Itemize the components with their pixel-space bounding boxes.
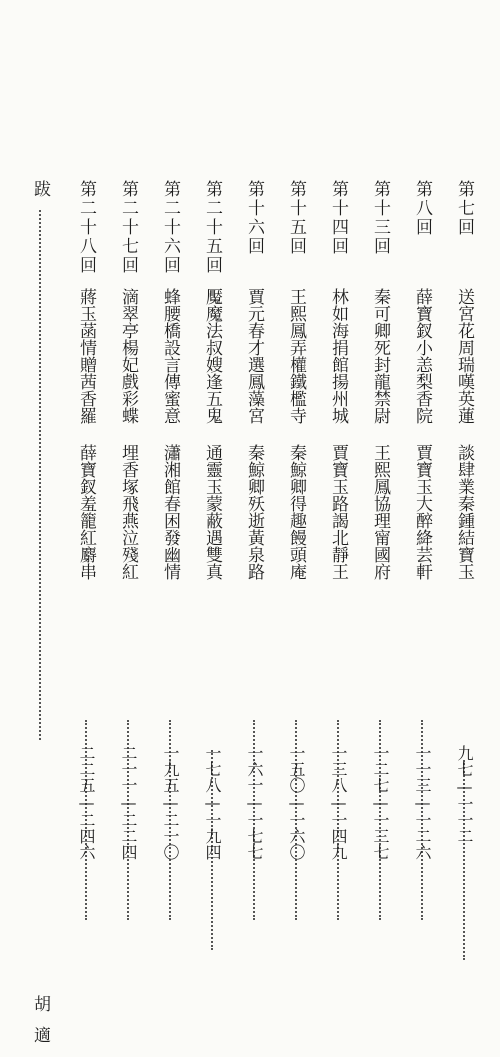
chapter-title: 送宮花周瑞嘆英蓮 談肆業秦鍾結寶玉 <box>454 288 474 580</box>
page-range: 一五〇—一六〇 <box>287 745 306 860</box>
toc-entry <box>452 180 476 880</box>
chapter-number: 第二十六回 <box>160 180 180 275</box>
page-range: 二一一—二二四 <box>119 745 138 860</box>
chapter-title: 蜂腰橋設言傳蜜意 瀟湘館春困發幽情 <box>160 288 180 580</box>
chapter-number: 第二十八回 <box>76 180 96 275</box>
chapter-title: 賈元春才選鳳藻宮 秦鯨卿殀逝黃泉路 <box>244 288 264 580</box>
page-range: 一一三—一二六 <box>413 745 432 860</box>
toc-entry <box>284 180 308 880</box>
chapter-number: 第二十五回 <box>202 180 222 275</box>
chapter-number: 第八回 <box>412 180 432 237</box>
chapter-title: 魘魔法叔嫂逢五鬼 通靈玉蒙蔽遇雙真 <box>202 288 222 580</box>
toc-entry <box>74 180 98 880</box>
chapter-number: 第十五回 <box>286 180 306 256</box>
chapter-number: 第十六回 <box>244 180 264 256</box>
chapter-title: 林如海捐館揚州城 賈寶玉路謁北靜王 <box>328 288 348 580</box>
toc-entry <box>116 180 140 880</box>
postscript-author: 胡適 <box>30 995 50 1057</box>
chapter-title: 王熙鳳弄權鐵檻寺 秦鯨卿得趣饅頭庵 <box>286 288 306 580</box>
toc-entry <box>326 180 350 880</box>
dot-leader <box>39 210 41 740</box>
toc-entry <box>200 180 224 880</box>
chapter-number: 第二十七回 <box>118 180 138 275</box>
page-range: 一七八—一九四 <box>203 745 222 860</box>
postscript-label: 跋 <box>30 180 50 199</box>
chapter-title: 秦可卿死封龍禁尉 王熙鳳協理甯國府 <box>370 288 390 580</box>
page-range: 一二七—一三七 <box>371 745 390 860</box>
chapter-number: 第十三回 <box>370 180 390 256</box>
page-range: 一九五—二一〇 <box>161 745 180 860</box>
page-range: 二二五—二四六 <box>77 745 96 860</box>
page-range: 九七—一一二 <box>455 745 474 844</box>
chapter-number: 第七回 <box>454 180 474 237</box>
toc-entry <box>158 180 182 880</box>
toc-entry <box>368 180 392 880</box>
toc-entry <box>410 180 434 880</box>
postscript-entry <box>28 180 52 1057</box>
chapter-title: 薛寶釵小恙梨香院 賈寶玉大醉絳芸軒 <box>412 288 432 580</box>
page-range: 一六一—一七七 <box>245 745 264 860</box>
chapter-number: 第十四回 <box>328 180 348 256</box>
chapter-title: 滴翠亭楊妃戲彩蝶 埋香塚飛燕泣殘紅 <box>118 288 138 580</box>
toc-entry <box>242 180 266 880</box>
page-range: 一三八—一四九 <box>329 745 348 860</box>
chapter-title: 蔣玉菡情贈茜香羅 薛寶釵羞籠紅麝串 <box>76 288 96 580</box>
